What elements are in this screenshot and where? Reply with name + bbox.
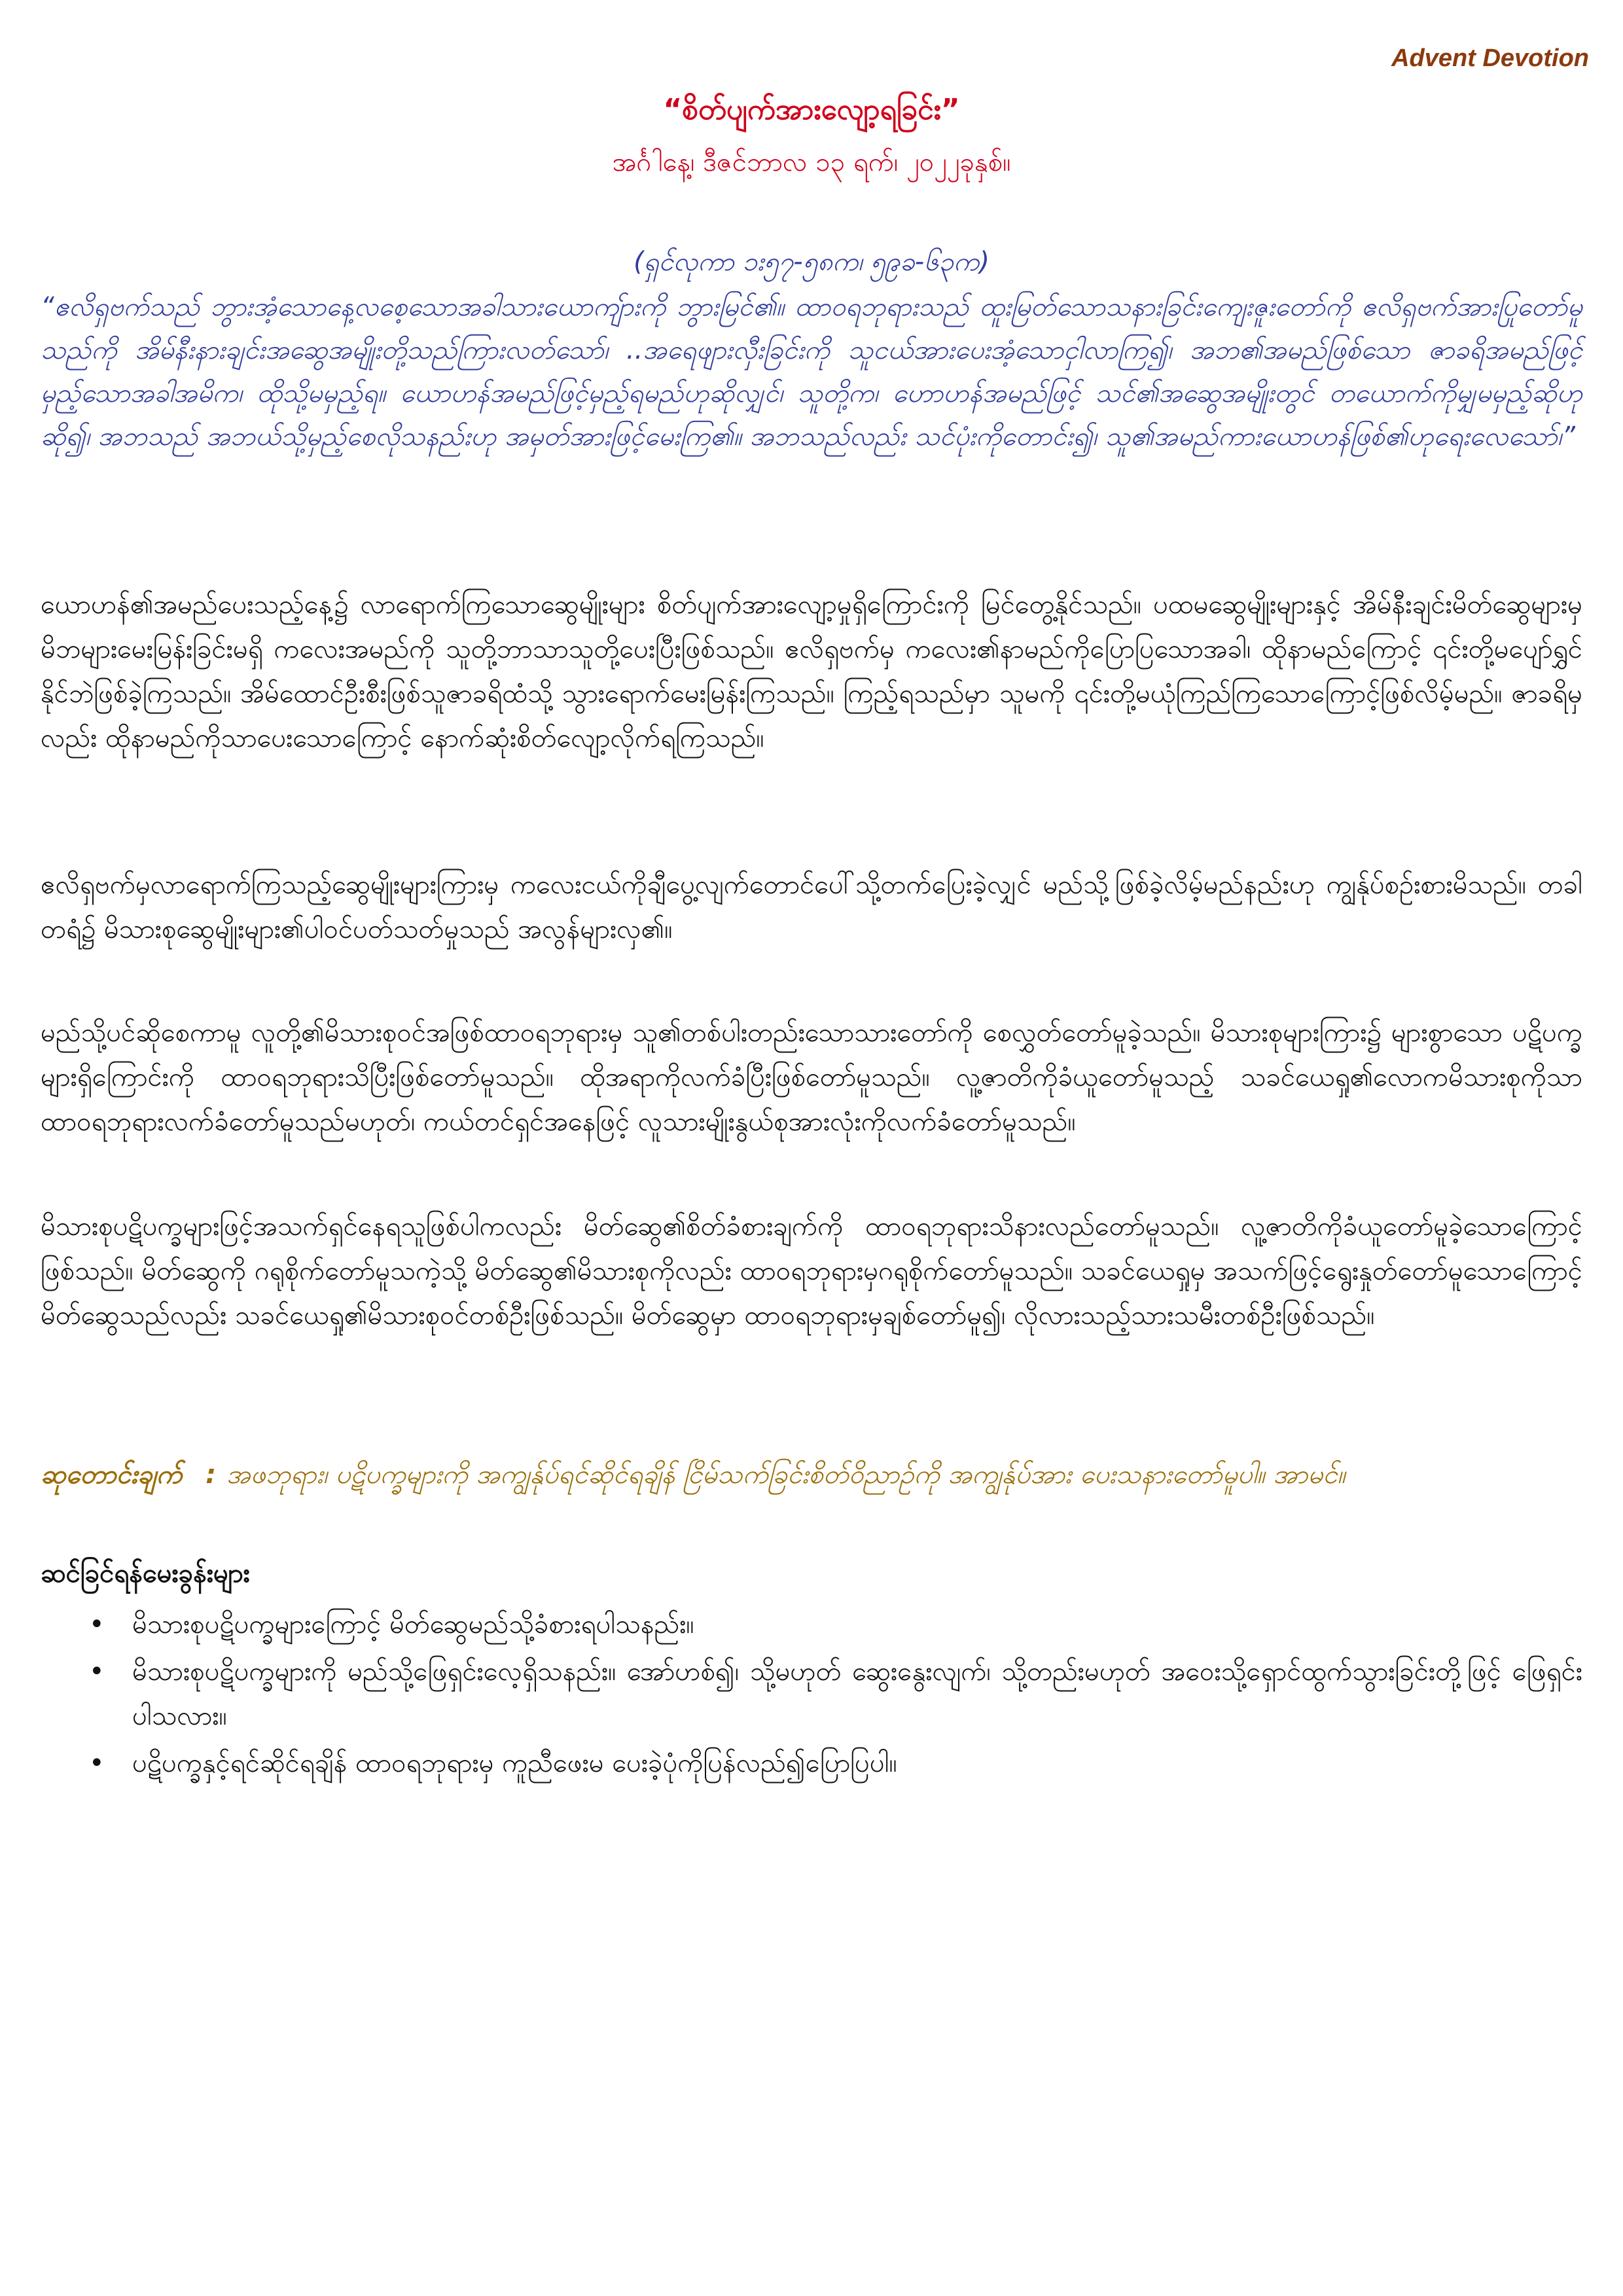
list-item [41,1602,1582,1647]
bullet-icon: • [89,1609,105,1640]
prayer-label: ဆုတောင်းချက် [41,1460,183,1490]
bullet-icon: • [89,1657,105,1687]
body-paragraph-1: ယောဟန်၏အမည်ပေးသည့်နေ့၌ လာရောက်ကြသောဆွေမျိုးများ စိတ်ပျက်အားလျော့မှုရှိကြောင်းကို မြင်တွေ့နိုင်သည်။ ပထမဆွေမျိုးများနှင့် အိမ်နီးချင်းမိတ်ဆွေများမှ မိဘများမေးမြန်းခြင်းမရှိ ကလေးအမည်ကို သူတို့ဘာသာသူတို့ပေးပြီးဖြစ်သည်။ ဧလိရှဗက်မှ ကလေး၏နာမည်ကိုပြောပြသောအခါ၊ ထိုနာမည်ကြောင့် ၎င်းတို့မပျော်ရွှင်နိုင်ဘဲဖြစ်ခဲ့ကြသည်။ အိမ်ထောင်ဦးစီးဖြစ်သူဇာခရိထံသို့ သွားရောက်မေးမြန်းကြသည်။ ကြည့်ရသည်မှာ သူမကို ၎င်းတို့မယုံကြည်ကြသောကြောင့်ဖြစ်လိမ့်မည်။ ဇာခရိမှလည်း ထိုနာမည်ကိုသာပေးသောကြောင့် နောက်ဆုံးစိတ်လျော့လိုက်ရကြသည်။ [41,590,1582,753]
list-item [41,1649,1582,1738]
body-paragraph-2: ဧလိရှဗက်မှလာရောက်ကြသည့်ဆွေမျိုးများကြားမှ ကလေးငယ်ကိုချီပွေ့လျက်တောင်ပေါ်သို့တက်ပြေးခဲ့လျှင် မည်သို့ဖြစ်ခဲ့လိမ့်မည်နည်းဟု ကျွန်ုပ်စဉ်းစားမိသည်။ တခါတရံ၌ မိသားစုဆွေမျိုးများ၏ပါဝင်ပတ်သတ်မှုသည် အလွန်များလှ၏။ [41,870,1582,944]
scripture-text: “ဧလိရှဗက်သည် ဘွားအံ့သောနေ့လစေ့သောအခါသားယောကျ်ားကို ဘွားမြင်၏။ ထာဝရဘုရားသည် ထူးမြတ်သောသနားခြင်းကျေးဇူးတော်ကို ဧလိရှဗက်အားပြုတော်မူသည်ကို အိမ်နီးနားချင်းအဆွေအမျိုးတို့သည်ကြားလတ်သော်၊ ..အရေဖျားလှီးခြင်းကို သူငယ်အားပေးအံ့သောငှါလာကြ၍၊ အဘ၏အမည်ဖြစ်သော ဇာခရိအမည်ဖြင့်မှည့်သောအခါအမိက၊ ထိုသို့မမှည့်ရ။ ယောဟန်အမည်ဖြင့်မှည့်ရမည်ဟုဆိုလျှင်၊ သူတို့က၊ ဟောဟန်အမည်ဖြင့် သင်၏အဆွေအမျိုးတွင် တယောက်ကိုမျှမမှည့်ဆိုဟုဆို၍၊ အဘသည် အဘယ်သို့မှည့်စေလိုသနည်းဟု အမှတ်အားဖြင့်မေးကြ၏။ အဘသည်လည်း သင်ပုံးကိုတောင်း၍၊ သူ၏အမည်ကားယောဟန်ဖြစ်၏ဟုရေးလေသော်၊” [41,292,1582,452]
bullet-icon: • [89,1748,105,1778]
devotion-date: အင်္ဂါနေ့၊ ဒီဇင်ဘာလ ၁၃ ရက်၊ ၂၀၂၂ခုနှစ်။ [612,147,1011,177]
page-title: “စိတ်ပျက်အားလျော့ရခြင်း” [663,93,960,126]
prayer-text: အဖဘုရား၊ ပဋိပက္ခများကို အကျွန်ုပ်ရင်ဆိုင်ရချိန် ငြိမ်သက်ခြင်းစိတ်ဝိညာဉ်ကို အကျွန်ုပ်အား ပေးသနားတော်မူပါ။ အာမင်။ [226,1460,1346,1490]
question-text: ပဋိပက္ခနှင့်ရင်ဆိုင်ရချိန် ထာဝရဘုရားမှ ကူညီဖေးမ ပေးခဲ့ပုံကိုပြန်လည်၍ပြောပြပါ။ [132,1748,897,1778]
list-item [41,1741,1582,1785]
questions-list [41,1602,1582,1788]
question-text: မိသားစုပဋိပက္ခများကို မည်သို့ဖြေရှင်းလေ့ရှိသနည်း။ အော်ဟစ်၍၊ သို့မဟုတ် ဆွေးနွေးလျက်၊ သို့တည်းမဟုတ် အဝေးသို့ရှောင်ထွက်သွားခြင်းတို့ဖြင့် ဖြေရှင်းပါသလား။ [132,1657,1582,1731]
prayer-section [41,1453,1582,1496]
questions-heading: ဆင်ခြင်ရန်မေးခွန်းများ [41,1558,250,1588]
advent-devotion-tag: Advent Devotion [1391,45,1589,72]
prayer-separator: : [205,1460,217,1490]
scripture-reference: (ရှင်လုကာ ၁း၅၇-၅၈က၊ ၅၉ခ-၆၃က) [633,247,990,277]
body-paragraph-3: မည်သို့ပင်ဆိုစေကာမူ လူတို့၏မိသားစုဝင်အဖြစ်ထာဝရဘုရားမှ သူ၏တစ်ပါးတည်းသောသားတော်ကို စေလွှတ်တော်မူခဲ့သည်။ မိသားစုများကြား၌ များစွာသော ပဋိပက္ခများရှိကြောင်းကို ထာဝရဘုရားသိပြီးဖြစ်တော်မူသည်။ ထိုအရာကိုလက်ခံပြီးဖြစ်တော်မူသည်။ လူ့ဇာတိကိုခံယူတော်မူသည့် သခင်ယေရှု၏လောကမိသားစုကိုသာ ထာဝရဘုရားလက်ခံတော်မူသည်မဟုတ်၊ ကယ်တင်ရှင်အနေဖြင့် လူသားမျိုးနွယ်စုအားလုံးကိုလက်ခံတော်မူသည်။ [41,1018,1582,1137]
body-paragraph-4: မိသားစုပဋိပက္ခများဖြင့်အသက်ရှင်နေရသူဖြစ်ပါကလည်း မိတ်ဆွေ၏စိတ်ခံစားချက်ကို ထာဝရဘုရားသိနားလည်တော်မူသည်။ လူ့ဇာတိကိုခံယူတော်မူခဲ့သောကြောင့်ဖြစ်သည်။ မိတ်ဆွေကို ဂရုစိုက်တော်မူသကဲ့သို့ မိတ်ဆွေ၏မိသားစုကိုလည်း ထာဝရဘုရားမှဂရုစိုက်တော်မူသည်။ သခင်ယေရှုမှ အသက်ဖြင့်ရွေးနှုတ်တော်မူသောကြောင့် မိတ်ဆွေသည်လည်း သခင်ယေရှု၏မိသားစုဝင်တစ်ဦးဖြစ်သည်။ မိတ်ဆွေမှာ ထာဝရဘုရားမှချစ်တော်မူ၍၊ လိုလားသည့်သားသမီးတစ်ဦးဖြစ်သည်။ [41,1211,1582,1331]
question-text: မိသားစုပဋိပက္ခများကြောင့် မိတ်ဆွေမည်သို့ခံစားရပါသနည်း။ [132,1609,694,1640]
